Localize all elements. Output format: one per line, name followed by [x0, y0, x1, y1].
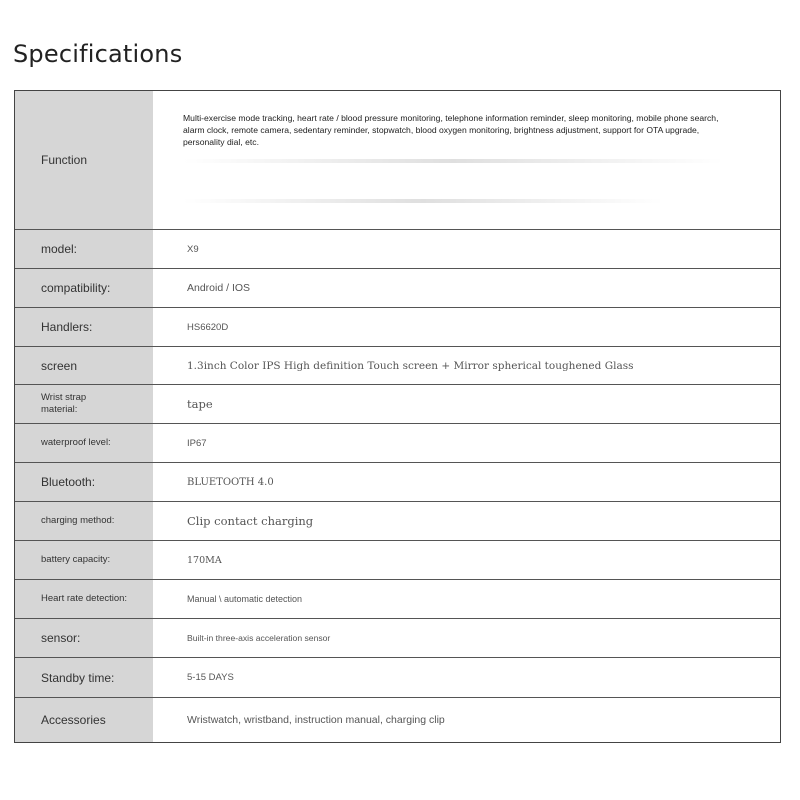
- spec-value: X9: [187, 243, 199, 255]
- spec-label: Heart rate detection:: [15, 580, 153, 618]
- spec-label: Wrist strap material:: [15, 385, 153, 423]
- spec-label: compatibility:: [15, 269, 153, 307]
- spec-row-model: [15, 230, 780, 269]
- spec-label: model:: [15, 230, 153, 268]
- spec-value: Built-in three-axis acceleration sensor: [187, 633, 331, 643]
- spec-label: Handlers:: [15, 308, 153, 346]
- spec-row-wrist-strap: [15, 385, 780, 424]
- spec-row-battery: [15, 541, 780, 580]
- faded-text-ghost: [183, 199, 663, 203]
- spec-value: IP67: [187, 437, 207, 449]
- spec-label: sensor:: [15, 619, 153, 657]
- spec-value: Multi-exercise mode tracking, heart rate / blood pressure monitoring, telephone information reminder, sleep monitoring, mobile phone search, alarm clock, remote camera, sedentary reminder, stopwatch, blood oxygen monitoring, brightness adjustment, support for OTA upgrade, personality dial, etc.: [183, 113, 719, 147]
- specifications-table: [14, 90, 781, 743]
- spec-value: HS6620D: [187, 321, 229, 333]
- spec-row-accessories: [15, 698, 780, 742]
- spec-row-handlers: [15, 308, 780, 347]
- page-title: Specifications: [13, 40, 183, 68]
- spec-value: BLUETOOTH 4.0: [187, 476, 274, 488]
- spec-row-bluetooth: [15, 463, 780, 502]
- spec-label: Accessories: [15, 698, 153, 742]
- spec-row-function: [15, 91, 780, 230]
- spec-row-compatibility: [15, 269, 780, 308]
- spec-value: Android / IOS: [187, 282, 251, 294]
- spec-row-heart-rate: [15, 580, 780, 619]
- spec-label: Bluetooth:: [15, 463, 153, 501]
- spec-row-charging: [15, 502, 780, 541]
- spec-value: Clip contact charging: [187, 514, 314, 528]
- spec-label: Standby time:: [15, 658, 153, 697]
- spec-label: waterproof level:: [15, 424, 153, 462]
- faded-text-ghost: [183, 159, 723, 163]
- spec-value: 1.3inch Color IPS High definition Touch screen + Mirror spherical toughened Glass: [187, 359, 634, 372]
- spec-label: battery capacity:: [15, 541, 153, 579]
- spec-value: tape: [187, 397, 213, 411]
- spec-row-sensor: [15, 619, 780, 658]
- spec-label: Function: [15, 91, 153, 229]
- spec-row-screen: [15, 347, 780, 385]
- spec-label: charging method:: [15, 502, 153, 540]
- spec-row-waterproof: [15, 424, 780, 463]
- spec-value: Manual \ automatic detection: [187, 594, 303, 604]
- spec-value-cell: [153, 91, 780, 229]
- spec-label: screen: [15, 347, 153, 384]
- spec-value: 5-15 DAYS: [187, 672, 234, 683]
- spec-row-standby: [15, 658, 780, 698]
- spec-value: Wristwatch, wristband, instruction manual, charging clip: [187, 714, 445, 726]
- spec-value: 170MA: [187, 554, 222, 566]
